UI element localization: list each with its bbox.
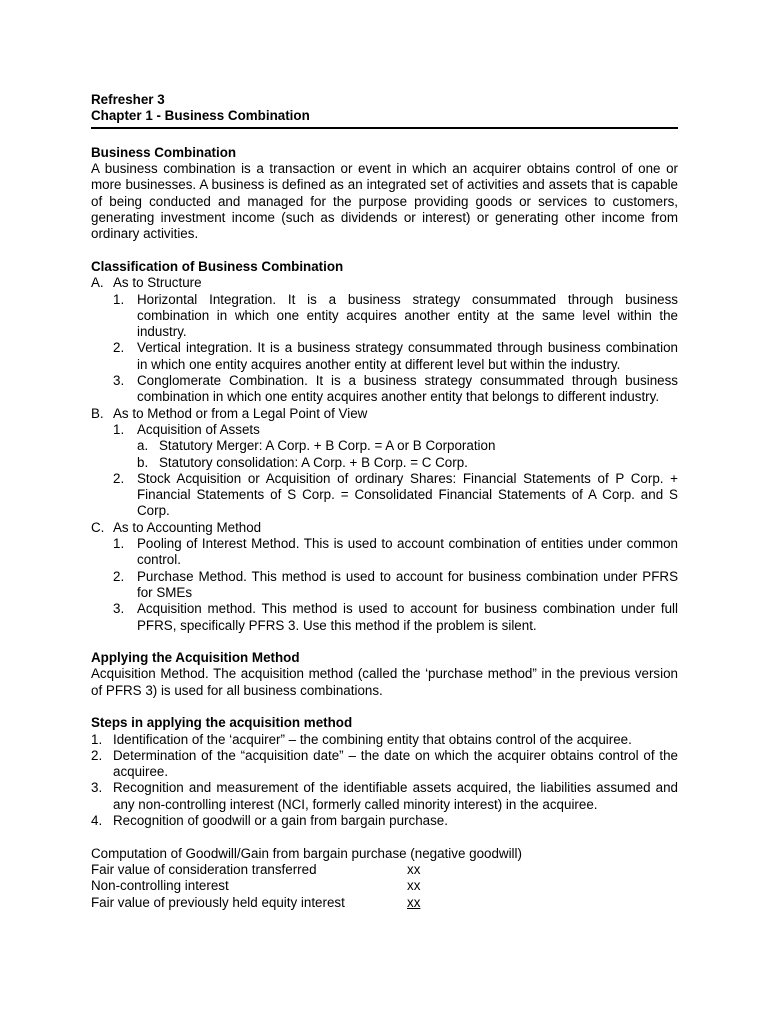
- list-text: Purchase Method. This method is used to account for business combination under PFRS for SMEs: [137, 568, 678, 600]
- list-item: [91, 780, 678, 813]
- list-item: [91, 569, 678, 602]
- list-label: 1.: [113, 291, 125, 307]
- list-text: Conglomerate Combination. It is a business strategy consummated through business combination in which one entity acquires another entity that belongs to different industry.: [137, 373, 678, 405]
- list-item: [91, 601, 678, 634]
- list-item: [91, 813, 678, 829]
- computation-label: Fair value of previously held equity interest: [91, 894, 345, 910]
- business-combination-body: A business combination is a transaction or event in which an acquirer obtains control of one or more businesses. A business is defined as an integrated set of activities and assets that is capable of being conducted and managed for the purpose providing goods or services to customers, generating investment income (such as dividends or interest) or generating other income from ordinary activities.: [91, 161, 678, 242]
- list-item: [91, 422, 678, 438]
- computation-value: xx: [407, 894, 421, 910]
- computation-label: Fair value of consideration transferred: [91, 861, 317, 877]
- computation-value: xx: [407, 861, 421, 877]
- list-label: 3.: [113, 373, 125, 389]
- list-label: 2.: [113, 470, 125, 486]
- list-item: [91, 732, 678, 748]
- list-item: [91, 340, 678, 373]
- list-text: As to Method or from a Legal Point of View: [113, 405, 368, 421]
- document-page: [91, 92, 678, 911]
- computation-label: Non-controlling interest: [91, 878, 229, 894]
- document-subtitle: Chapter 1 - Business Combination: [91, 108, 310, 124]
- list-subitem: [91, 455, 678, 471]
- list-text: Acquisition of Assets: [137, 421, 260, 437]
- computation-value: xx: [407, 878, 421, 894]
- document-title: Refresher 3: [91, 92, 165, 107]
- list-item-a: [91, 275, 678, 291]
- list-item-b: [91, 406, 678, 422]
- list-label: 4.: [91, 813, 103, 829]
- list-text: Horizontal Integration. It is a business strategy consummated through business combination in which one entity acquires another entity at the same level within the industry.: [137, 291, 678, 340]
- computation-row: [91, 862, 678, 878]
- list-label: a.: [137, 438, 149, 454]
- classification-heading: Classification of Business Combination: [91, 258, 344, 274]
- list-subitem: [91, 438, 678, 454]
- list-text: Recognition of goodwill or a gain from bargain purchase.: [113, 813, 448, 829]
- list-text: Determination of the “acquisition date” – the date on which the acquirer obtains control of the acquiree.: [113, 747, 678, 780]
- list-item: [91, 292, 678, 341]
- computation-heading: Computation of Goodwill/Gain from bargain purchase (negative goodwill): [91, 845, 522, 861]
- list-text: Pooling of Interest Method. This is used to account combination of entities under common control.: [137, 536, 678, 568]
- list-label: 1.: [113, 536, 125, 552]
- list-label: C.: [91, 519, 105, 535]
- list-label: A.: [91, 275, 104, 291]
- steps-heading: Steps in applying the acquisition method: [91, 715, 353, 731]
- list-item: [91, 373, 678, 406]
- list-label: 2.: [91, 747, 103, 763]
- list-label: 2.: [113, 340, 125, 356]
- list-label: 3.: [91, 780, 103, 796]
- list-text: Vertical integration. It is a business strategy consummated through business combination in which one entity acquires another entity at different level but within the industry.: [137, 340, 678, 372]
- list-text: Identification of the ‘acquirer” – the combining entity that obtains control of the acquiree.: [113, 731, 632, 747]
- list-text: Stock Acquisition or Acquisition of ordinary Shares: Financial Statements of P Corp. + Financial Statements of S Corp. = Consolidated Financial Statements of A Corp. and S Corp.: [137, 470, 678, 519]
- computation-row: [91, 878, 678, 894]
- business-combination-heading: Business Combination: [91, 144, 237, 160]
- list-item: [91, 748, 678, 781]
- list-item-c: [91, 520, 678, 536]
- list-label: b.: [137, 454, 149, 470]
- list-item: [91, 536, 678, 569]
- applying-heading: Applying the Acquisition Method: [91, 650, 300, 666]
- applying-body: Acquisition Method. The acquisition method (called the ‘purchase method” in the previous version of PFRS 3) is used for all business combinations.: [91, 666, 678, 698]
- list-label: 3.: [113, 601, 125, 617]
- list-label: B.: [91, 405, 104, 421]
- list-text: Statutory Merger: A Corp. + B Corp. = A or B Corporation: [159, 438, 496, 454]
- computation-row: [91, 895, 678, 911]
- list-label: 1.: [91, 731, 103, 747]
- list-text: As to Accounting Method: [113, 519, 262, 535]
- list-label: 2.: [113, 568, 125, 584]
- list-text: Recognition and measurement of the identifiable assets acquired, the liabilities assumed and any non-controlling interest (NCI, formerly called minority interest) in the acquiree.: [113, 780, 678, 812]
- list-text: Acquisition method. This method is used to account for business combination under full PFRS, specifically PFRS 3. Use this method if the problem is silent.: [137, 601, 678, 633]
- list-text: As to Structure: [113, 275, 202, 291]
- list-text: Statutory consolidation: A Corp. + B Corp. = C Corp.: [159, 454, 468, 470]
- list-item: [91, 471, 678, 520]
- list-label: 1.: [113, 421, 125, 437]
